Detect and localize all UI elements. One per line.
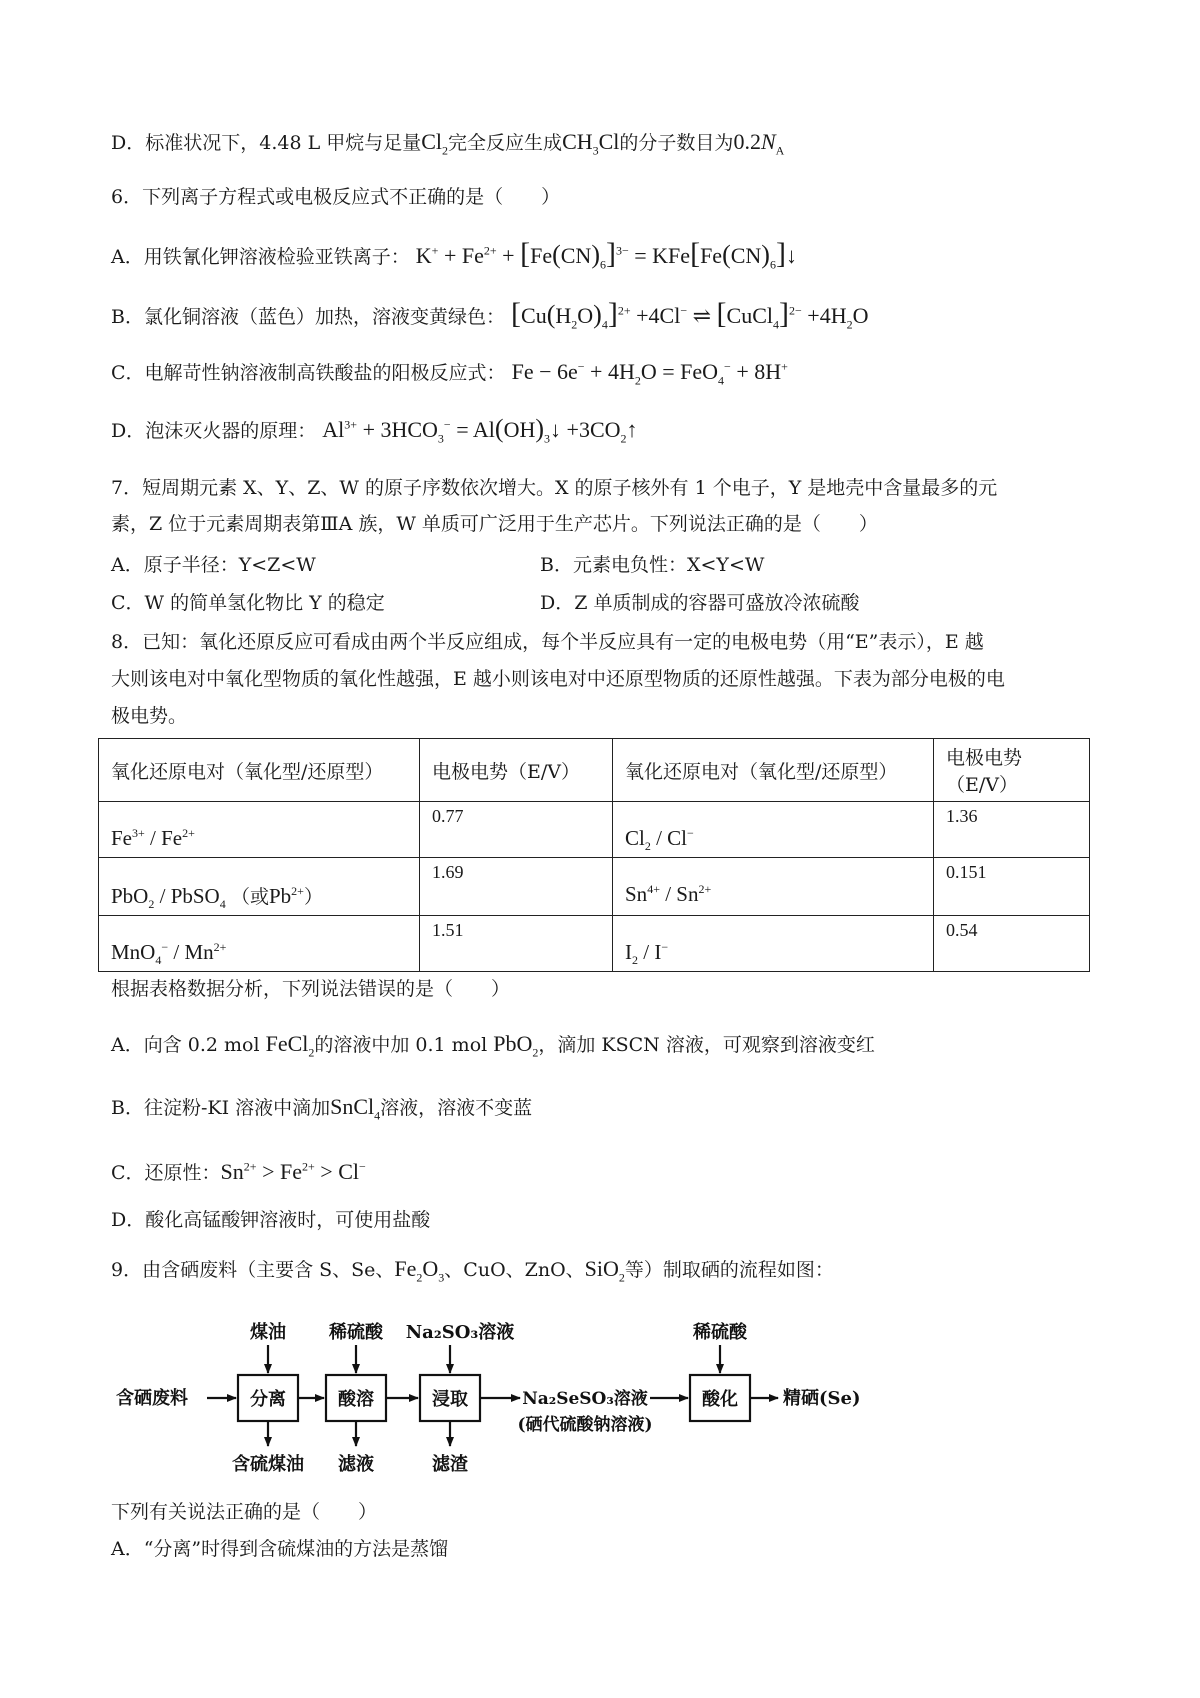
- table-header-cell: 电极电势（E/V）: [934, 739, 1090, 802]
- flow-box1-input: 煤油: [250, 1322, 286, 1343]
- q6-b-equation: $[Cu(H_2O)_4]^{2+} +4Cl^-$ ⇌ [CuCl$_4$]$^{2-}$ $+4H_2O$: [511, 297, 869, 332]
- flow-start-label: 含硒废料: [116, 1388, 188, 1409]
- q6-option-b: B．氯化铜溶液（蓝色）加热，溶液变黄绿色： $[Cu(H_2O)_4]^{2+} +4Cl^-$ ⇌ [CuCl$_4$]$^{2-}$ $+4H_2O$: [111, 297, 869, 332]
- flow-box3-input: Na₂SO₃溶液: [405, 1322, 515, 1343]
- q8-option-b: B．往淀粉-KI 溶液中滴加SnCl$_4$溶液，溶液不变蓝: [111, 1094, 533, 1123]
- table-header-cell: 氧化还原电对（氧化型/还原型）: [99, 739, 420, 802]
- potential-cell: 1.69: [420, 857, 613, 915]
- q7-option-d: D．Z 单质制成的容器可盛放冷浓硫酸: [540, 592, 860, 614]
- redox-pair-cell: $MnO_4^- / Mn^{2+}$: [99, 916, 420, 972]
- q8-stem-line3: 极电势。: [111, 705, 188, 727]
- q8-stem-line2: 大则该电对中氧化型物质的氧化性越强，E 越小则该电对中还原型物质的还原性越强。下表为部分电极的电: [111, 668, 1005, 690]
- q9-option-a: A．“分离”时得到含硫煤油的方法是蒸馏: [111, 1538, 449, 1560]
- q7-option-a: A．原子半径：Y<Z<W: [111, 554, 316, 576]
- redox-pair-cell: PbO$_2$ / PbSO$_4$ （或$Pb^{2+}$）: [99, 857, 420, 915]
- q8-option-a: A．向含 0.2 mol FeCl$_2$的溶液中加 0.1 mol PbO$_2$，滴加 KSCN 溶液，可观察到溶液变红: [111, 1031, 875, 1060]
- redox-pair-cell: $Cl_2 / Cl^-$: [613, 802, 934, 858]
- q6-d-equation: $Al^{3+} + 3HCO_3^-$ = $Al(OH)_3↓$ $+3CO_2↑$: [322, 414, 638, 446]
- q8-stem-line1: 8．已知：氧化还原反应可看成由两个半反应组成，每个半反应具有一定的电极电势（用“E”表示），E 越: [111, 631, 984, 653]
- q6-option-d: D．泡沫灭火器的原理： $Al^{3+} + 3HCO_3^-$ = $Al(OH)_3↓$ $+3CO_2↑$: [111, 414, 638, 446]
- potential-cell: 1.36: [934, 802, 1090, 858]
- table-header-cell: 氧化还原电对（氧化型/还原型）: [613, 739, 934, 802]
- q7-stem-line2: 素，Z 位于元素周期表第ⅢA 族，W 单质可广泛用于生产芯片。下列说法正确的是（ ）: [111, 513, 878, 535]
- q6-option-c: C．电解苛性钠溶液制高铁酸盐的阳极反应式： $Fe - 6e^- + 4H_2O = FeO_4^- + 8H^+$: [111, 359, 788, 388]
- flow-box4-label: 酸化: [702, 1389, 738, 1410]
- redox-pair-cell: $Fe^{3+} / Fe^{2+}$: [99, 802, 420, 858]
- flow-box2-output: 滤液: [338, 1454, 374, 1475]
- q6-stem: 6．下列离子方程式或电极反应式不正确的是（ ）: [111, 186, 561, 208]
- q5-option-d: D．标准状况下，4.48 L 甲烷与足量$Cl_2$完全反应生成$CH_3Cl$的分子数目为$0.2N_A$: [111, 129, 785, 158]
- q6-a-equation: $K^+ + Fe^{2+} + [Fe(CN)_6]^{3-}$ = $KFe[Fe(CN)_6]↓$: [415, 237, 797, 272]
- q7-stem-line1: 7．短周期元素 X、Y、Z、W 的原子序数依次增大。X 的原子核外有 1 个电子，Y 是地壳中含量最多的元: [111, 477, 998, 499]
- flow-box1-output: 含硫煤油: [232, 1454, 304, 1475]
- q8-option-c: C．还原性：$Sn^{2+} > Fe^{2+} > Cl^-$: [111, 1159, 366, 1184]
- table-header-cell: 电极电势（E/V）: [420, 739, 613, 802]
- flow-box3-label: 浸取: [432, 1389, 468, 1410]
- q7-option-b: B．元素电负性：X<Y<W: [540, 554, 765, 576]
- redox-pair-cell: $Sn^{4+} / Sn^{2+}$: [613, 857, 934, 915]
- potential-cell: 1.51: [420, 916, 613, 972]
- q6-c-equation: $Fe - 6e^- + 4H_2O = FeO_4^- + 8H^+$: [511, 359, 788, 388]
- q8-question: 根据表格数据分析，下列说法错误的是（ ）: [111, 978, 511, 1000]
- flow-box2-input: 稀硫酸: [329, 1322, 383, 1343]
- redox-pair-cell: $I_2 / I^-$: [613, 916, 934, 972]
- potential-cell: 0.151: [934, 857, 1090, 915]
- flow-intermediate-note: (硒代硫酸钠溶液): [517, 1415, 653, 1435]
- flow-box2-label: 酸溶: [338, 1389, 374, 1410]
- q7-option-c: C．W 的简单氢化物比 Y 的稳定: [111, 592, 385, 614]
- q8-option-d: D．酸化高锰酸钾溶液时，可使用盐酸: [111, 1209, 431, 1231]
- q9-question: 下列有关说法正确的是（ ）: [111, 1501, 378, 1523]
- flow-box3-output: 滤渣: [432, 1454, 468, 1475]
- q6-option-a: A．用铁氰化钾溶液检验亚铁离子： $K^+ + Fe^{2+} + [Fe(CN)_6]^{3-}$ = $KFe[Fe(CN)_6]↓$: [111, 237, 797, 272]
- flow-box1-label: 分离: [250, 1389, 286, 1410]
- q9-stem: 9．由含硒废料（主要含 S、Se、$Fe_2O_3$、CuO、ZnO、SiO$_2$等）制取硒的流程如图：: [111, 1256, 834, 1285]
- flow-end-label: 精硒(Se): [783, 1388, 861, 1409]
- flow-intermediate-label: Na₂SeSO₃溶液: [522, 1389, 648, 1409]
- potential-cell: 0.77: [420, 802, 613, 858]
- potential-cell: 0.54: [934, 916, 1090, 972]
- flow-box4-input: 稀硫酸: [693, 1322, 747, 1343]
